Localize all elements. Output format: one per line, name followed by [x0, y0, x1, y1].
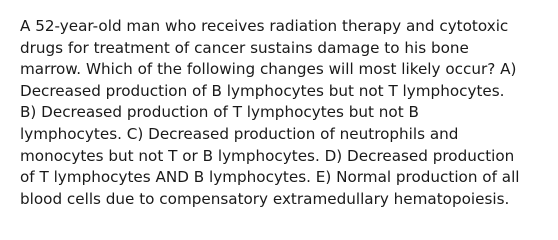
question-line: monocytes but not T or B lymphocytes. D) Decreased production [20, 146, 515, 165]
question-text [20, 16, 544, 210]
question-line: lymphocytes. C) Decreased production of neutrophils and [20, 124, 459, 143]
question-line: drugs for treatment of cancer sustains damage to his bone [20, 38, 469, 57]
question-line: Decreased production of B lymphocytes but not T lymphocytes. [20, 81, 505, 100]
question-line: marrow. Which of the following changes will most likely occur? A) [20, 60, 517, 79]
question-line: A 52-year-old man who receives radiation therapy and cytotoxic [20, 17, 509, 35]
question-line: blood cells due to compensatory extramedullary hematopoiesis. [20, 189, 510, 208]
question-line: B) Decreased production of T lymphocytes but not B [20, 103, 419, 122]
question-line: of T lymphocytes AND B lymphocytes. E) Normal production of all [20, 168, 520, 187]
